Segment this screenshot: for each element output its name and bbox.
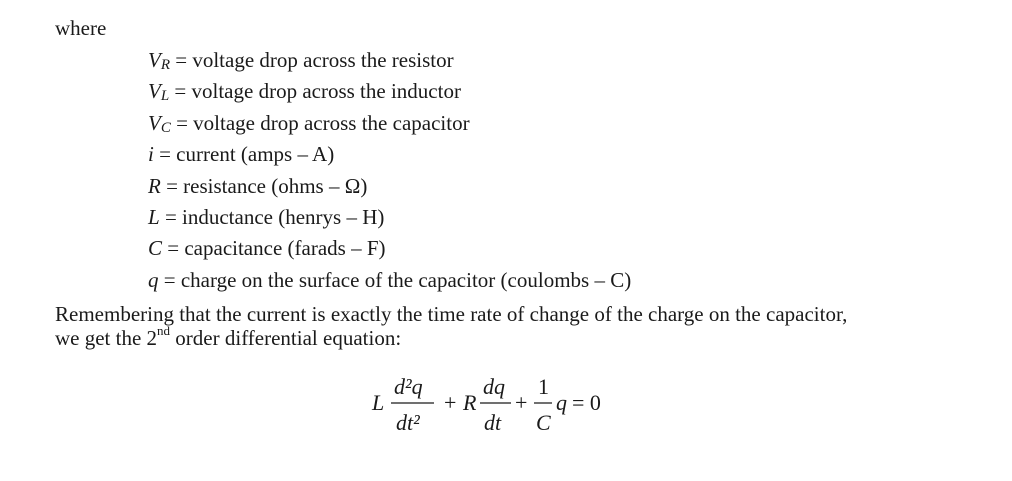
definition-text: = inductance (henrys – H) <box>159 204 385 229</box>
definition-item <box>148 139 631 170</box>
eq-q: q <box>556 390 567 415</box>
definition-symbol: R <box>148 173 161 198</box>
definition-item <box>148 76 631 107</box>
eq-plus-1: + <box>444 390 457 415</box>
definition-item <box>148 45 631 76</box>
definition-item <box>148 171 631 202</box>
eq-C: C <box>536 410 551 435</box>
eq-dt: dt <box>484 410 502 435</box>
eq-d2q: d²q <box>394 374 423 399</box>
differential-equation <box>360 360 660 450</box>
eq-L: L <box>372 390 385 415</box>
definition-subscript: C <box>160 119 171 136</box>
paragraph-line-2-start: we get the 2 <box>55 326 158 350</box>
definition-symbol: i <box>148 142 154 167</box>
definition-subscript: L <box>160 88 170 105</box>
definition-symbol: V <box>148 79 161 104</box>
definition-symbol: L <box>148 204 160 229</box>
eq-plus-2: + <box>515 390 528 415</box>
definition-symbol: V <box>148 48 161 72</box>
eq-one: 1 <box>538 374 549 399</box>
definition-symbol: q <box>148 267 159 292</box>
definition-text: = current (amps – A) <box>153 142 335 167</box>
definition-text: = capacitance (farads – F) <box>162 236 386 261</box>
definition-text: = resistance (ohms – Ω) <box>160 173 368 198</box>
definition-item <box>148 202 631 233</box>
eq-dt2: dt² <box>396 410 420 435</box>
definition-item <box>148 108 631 139</box>
paragraph-line-1: Remembering that the current is exactly the time rate of change of the charge on the capacitor, <box>55 302 848 326</box>
paragraph-line-2 <box>55 323 975 350</box>
eq-R: R <box>463 390 477 415</box>
definition-item <box>148 265 631 296</box>
definition-symbol: V <box>148 110 161 135</box>
intro-text: where <box>55 16 107 40</box>
definition-text: = voltage drop across the resistor <box>170 48 454 72</box>
body-paragraph <box>55 302 975 350</box>
definition-text: = charge on the surface of the capacitor (coulombs – C) <box>158 267 632 292</box>
definition-text: = voltage drop across the inductor <box>169 79 461 104</box>
definition-item <box>148 233 631 264</box>
equation-graphic <box>360 360 660 450</box>
ordinal-superscript: nd <box>157 323 171 338</box>
eq-equals-zero: = 0 <box>572 390 601 415</box>
paragraph-line-2-end: order differential equation: <box>170 326 402 350</box>
definition-subscript: R <box>160 57 170 73</box>
definition-list <box>148 45 631 296</box>
definition-text: = voltage drop across the capacitor <box>170 110 470 135</box>
definition-symbol: C <box>148 236 163 261</box>
eq-dq: dq <box>483 374 505 399</box>
